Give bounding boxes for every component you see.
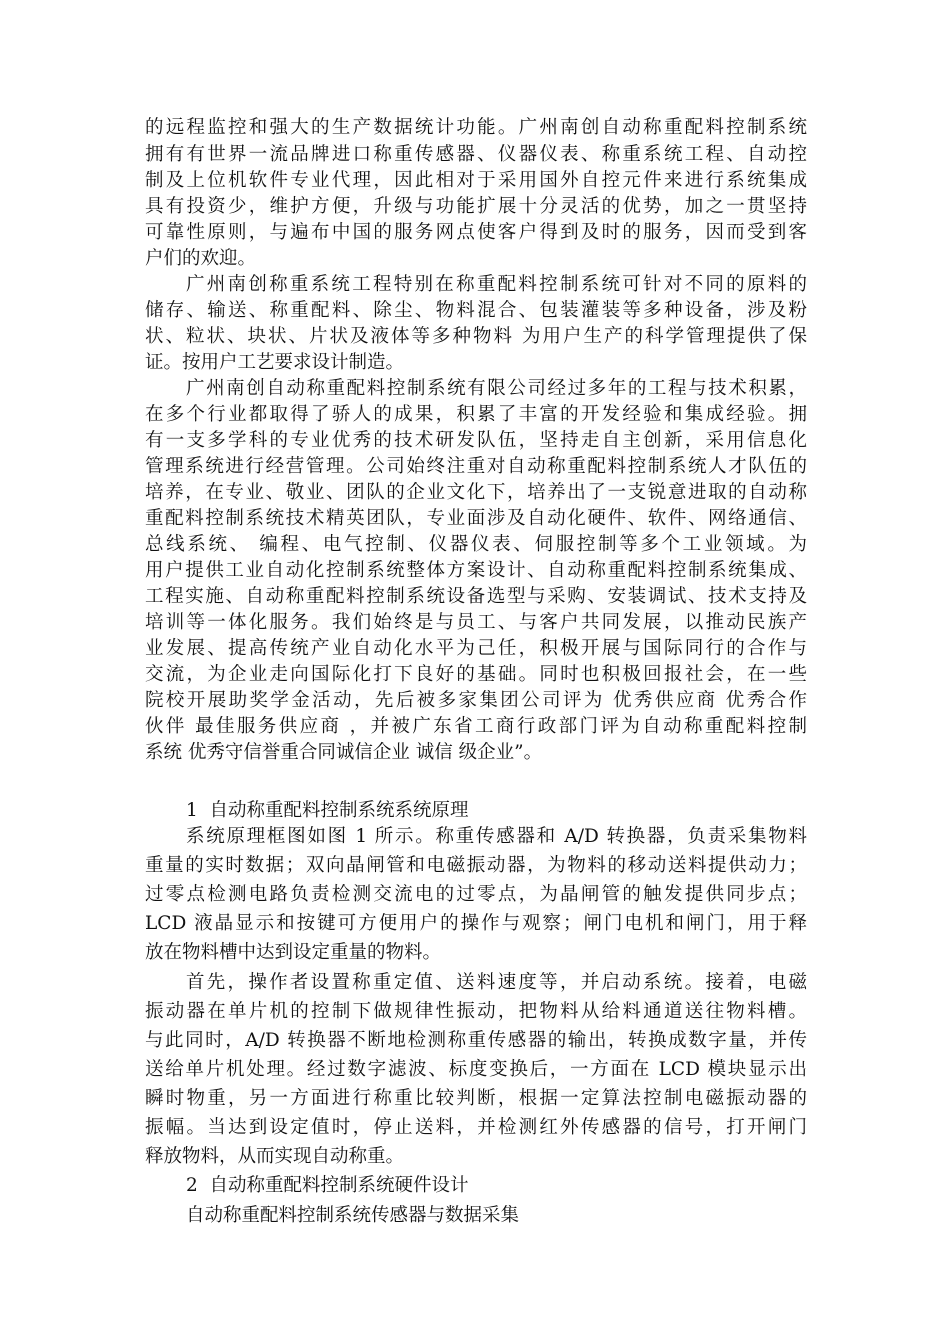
text-line: 管理系统进行经营管理。公司始终注重对自动称重配料控制系统人才队伍的 — [145, 456, 807, 477]
text-line: 释放物料，从而实现自动称重。 — [145, 1146, 405, 1167]
text-line: 用户提供工业自动化控制系统整体方案设计、自动称重配料控制系统集成、 — [145, 560, 807, 581]
text-line: 具有投资少，维护方便，升级与功能扩展十分灵活的优势，加之一贯坚持 — [145, 196, 807, 217]
text-line: 过零点检测电路负责检测交流电的过零点，为晶闸管的触发提供同步点； — [145, 884, 807, 905]
text-line: 送给单片机处理。经过数字滤波、标度变换后，一方面在 LCD 模块显示出 — [145, 1059, 807, 1080]
text-line: 户们的欢迎。 — [145, 248, 257, 269]
text-line: 在多个行业都取得了骄人的成果，积累了丰富的开发经验和集成经验。拥 — [145, 404, 807, 425]
text-line: 交流，为企业走向国际化打下良好的基础。同时也积极回报社会，在一些 — [145, 664, 807, 685]
text-line: 重配料控制系统技术精英团队，专业面涉及自动化硬件、软件、网络通信、 — [145, 508, 807, 529]
text-line: 振幅。当达到设定值时，停止送料，并检测红外传感器的信号，打开闸门 — [145, 1117, 807, 1138]
text-line: 培训等一体化服务。我们始终是与员工、与客户共同发展，以推动民族产 — [145, 612, 807, 633]
text-line: 业发展、提高传统产业自动化水平为己任，积极开展与国际同行的合作与 — [145, 638, 807, 659]
text-line: 的远程监控和强大的生产数据统计功能。广州南创自动称重配料控制系统 — [145, 117, 807, 138]
text-line: 证。按用户工艺要求设计制造。 — [145, 352, 405, 373]
text-line: 首先，操作者设置称重定值、送料速度等，并启动系统。接着，电磁 — [186, 972, 807, 993]
text-line: 可靠性原则，与遍布中国的服务网点使客户得到及时的服务，因而受到客 — [145, 222, 807, 243]
text-line: 有一支多学科的专业优秀的技术研发队伍，坚持走自主创新，采用信息化 — [145, 430, 807, 451]
text-line: 系统 优秀守信誉重合同诚信企业 诚信 级企业”。 — [145, 742, 543, 763]
text-line: 状、粒状、块状、片状及液体等多种物料 为用户生产的科学管理提供了保 — [145, 326, 807, 347]
section-heading-2 — [186, 1173, 469, 1199]
section-number: 2 — [186, 1175, 198, 1196]
text-line: 总线系统、 编程、电气控制、仪器仪表、伺服控制等多个工业领域。为 — [145, 534, 807, 555]
text-line: 瞬时物重，另一方面进行称重比较判断，根据一定算法控制电磁振动器的 — [145, 1088, 807, 1109]
text-line: 制及上位机软件专业代理，因此相对于采用国外自控元件来进行系统集成 — [145, 170, 807, 191]
subsection-heading — [186, 1203, 519, 1229]
section-number: 1 — [186, 800, 198, 821]
text-line: 院校开展助奖学金活动，先后被多家集团公司评为 优秀供应商 优秀合作 — [145, 690, 807, 711]
text-line: 伙伴 最佳服务供应商 ，并被广东省工商行政部门评为自动称重配料控制 — [145, 716, 807, 737]
text-line: 培养，在专业、敬业、团队的企业文化下，培养出了一支锐意进取的自动称 — [145, 482, 807, 503]
section-heading-1 — [186, 798, 469, 824]
section-title: 自动称重配料控制系统硬件设计 — [209, 1175, 469, 1196]
text-line: 工程实施、自动称重配料控制系统设备选型与采购、安装调试、技术支持及 — [145, 586, 807, 607]
text-line: 广州南创称重系统工程特别在称重配料控制系统可针对不同的原料的 — [186, 274, 807, 295]
text-line: 与此同时，A/D 转换器不断地检测称重传感器的输出，转换成数字量，并传 — [145, 1030, 807, 1051]
text-line: 储存、输送、称重配料、除尘、物料混合、包装灌装等多种设备，涉及粉 — [145, 300, 807, 321]
text-line: 放在物料槽中达到设定重量的物料。 — [145, 942, 442, 963]
text-line: 系统原理框图如图 1 所示。称重传感器和 A/D 转换器，负责采集物料 — [186, 826, 807, 847]
text-line: 重量的实时数据；双向晶闸管和电磁振动器，为物料的移动送料提供动力； — [145, 855, 807, 876]
text-line: 振动器在单片机的控制下做规律性振动，把物料从给料通道送往物料槽。 — [145, 1001, 807, 1022]
text-line: LCD 液晶显示和按键可方便用户的操作与观察；闸门电机和闸门，用于释 — [145, 913, 807, 934]
text-line: 广州南创自动称重配料控制系统有限公司经过多年的工程与技术积累， — [186, 378, 807, 399]
section-title: 自动称重配料控制系统系统原理 — [209, 800, 469, 821]
text-line: 拥有有世界一流品牌进口称重传感器、仪器仪表、称重系统工程、自动控 — [145, 144, 807, 165]
subsection-title: 自动称重配料控制系统传感器与数据采集 — [186, 1205, 520, 1226]
